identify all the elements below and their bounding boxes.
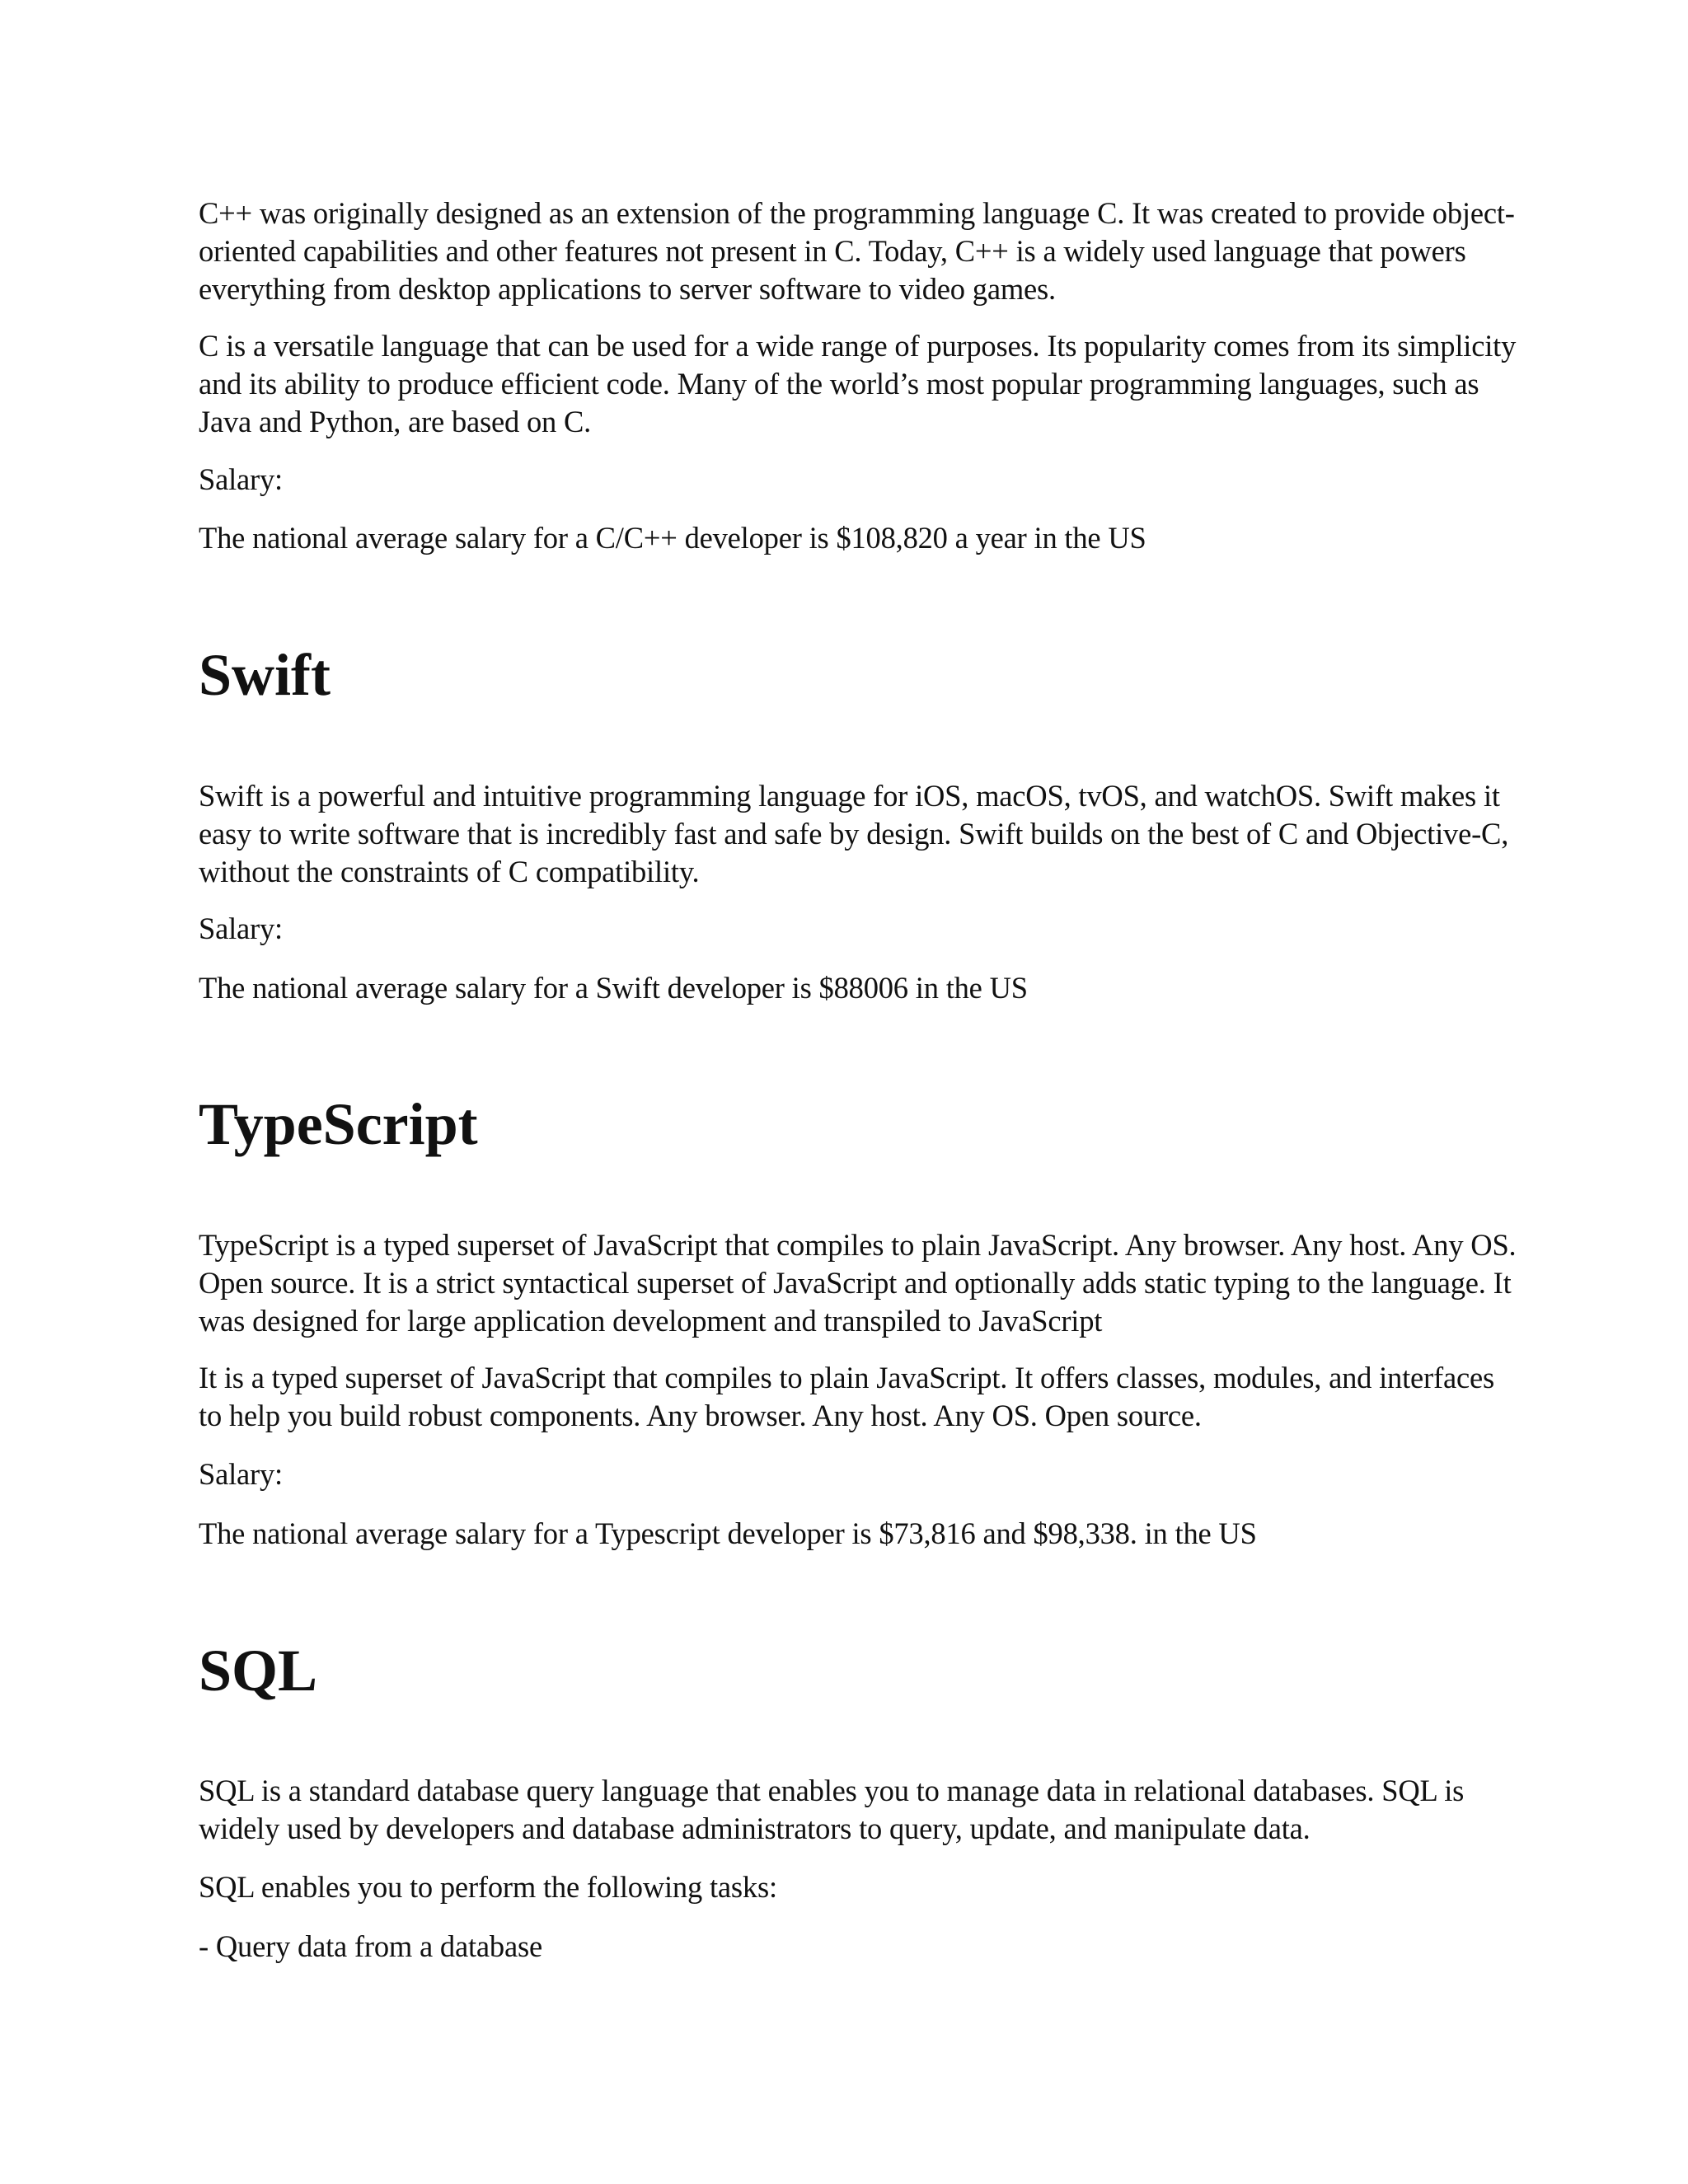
salary-label: Salary: (199, 912, 283, 945)
body-paragraph: It is a typed superset of JavaScript that compiles to plain JavaScript. It offers classes, modules, and interfaces to help you build robust components. Any browser. Any host. Any OS. Open source. (199, 1361, 1494, 1432)
list-item: - Query data from a database (199, 1929, 542, 1963)
body-paragraph: SQL is a standard database query language that enables you to manage data in relational databases. SQL is widely used by developers and database administrators to query, update, and manipulate data. (199, 1774, 1465, 1845)
salary-text: The national average salary for a C/C++ developer is $108,820 a year in the US (199, 521, 1146, 555)
swift-salary-text (199, 969, 1517, 1007)
typescript-paragraph-2 (199, 1359, 1517, 1435)
cpp-salary-label (199, 461, 1517, 499)
typescript-paragraph-1 (199, 1226, 1517, 1340)
salary-text: The national average salary for a Swift developer is $88006 in the US (199, 971, 1028, 1005)
body-paragraph: SQL enables you to perform the following tasks: (199, 1870, 777, 1904)
section-heading-swift: Swift (199, 642, 331, 708)
typescript-salary-text (199, 1515, 1517, 1553)
sql-list-item (199, 1928, 1517, 1966)
cpp-salary-text (199, 519, 1517, 557)
body-paragraph: C is a versatile language that can be used for a wide range of purposes. Its popularity comes from its simplicity and its ability to produce efficient code. Many of the world’s most popular programming languages, such as Java and Python, are based on C. (199, 329, 1517, 438)
body-paragraph: TypeScript is a typed superset of JavaScript that compiles to plain JavaScript. Any browser. Any host. Any OS. Open source. It is a strict syntactical superset of JavaScript and optionally adds static typing to the language. It was designed for large application development and transpiled to JavaScript (199, 1228, 1517, 1338)
swift-heading-block (199, 640, 1517, 710)
salary-label: Salary: (199, 462, 283, 496)
swift-salary-label (199, 910, 1517, 948)
section-heading-typescript: TypeScript (199, 1091, 478, 1157)
typescript-heading-block (199, 1090, 1517, 1159)
cpp-paragraph-2 (199, 327, 1517, 441)
salary-text: The national average salary for a Typescript developer is $73,816 and $98,338. in the US (199, 1516, 1257, 1550)
body-paragraph: C++ was originally designed as an extension of the programming language C. It was created to provide object-oriented capabilities and other features not present in C. Today, C++ is a widely used language that powers everything from desktop applications to server software to video games. (199, 196, 1515, 306)
typescript-salary-label (199, 1455, 1517, 1493)
body-paragraph: Swift is a powerful and intuitive programming language for iOS, macOS, tvOS, and watchOS. Swift makes it easy to write software that is incredibly fast and safe by design. Swift builds on the best of C and Objective-C, without the constraints of C compatibility. (199, 779, 1509, 888)
sql-paragraph-1 (199, 1772, 1517, 1848)
cpp-paragraph-1 (199, 194, 1517, 308)
salary-label: Salary: (199, 1457, 283, 1491)
section-heading-sql: SQL (199, 1638, 318, 1704)
swift-paragraph-1 (199, 777, 1517, 891)
sql-heading-block (199, 1636, 1517, 1705)
sql-paragraph-2 (199, 1868, 1517, 1906)
